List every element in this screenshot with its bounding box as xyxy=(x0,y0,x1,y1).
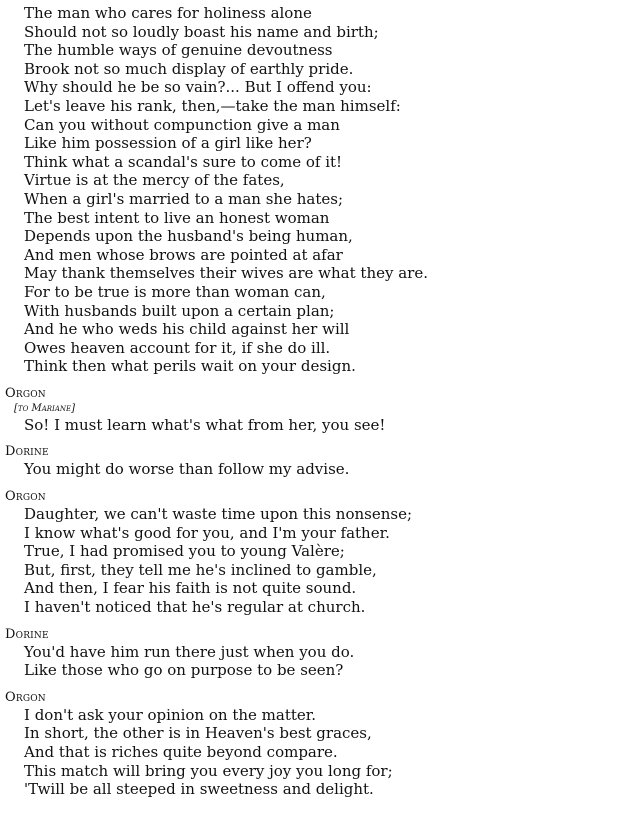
verse-line: May thank themselves their wives are what they are. xyxy=(24,264,428,283)
speech-block xyxy=(0,489,630,617)
verse-line: You'd have him run there just when you do. xyxy=(24,642,355,661)
verse-line: For to be true is more than woman can, xyxy=(24,282,326,301)
verse-line: Should not so loudly boast his name and birth; xyxy=(24,22,379,41)
verse-line: You might do worse than follow my advise. xyxy=(24,460,350,479)
speech-block xyxy=(0,627,630,680)
verse-line: I know what's good for you, and I'm your father. xyxy=(24,523,390,542)
verse-line: Think what a scandal's sure to come of it! xyxy=(24,152,343,171)
verse-line: Brook not so much display of earthly pride. xyxy=(24,59,354,78)
verse-line: 'Twill be all steeped in sweetness and delight. xyxy=(24,780,374,799)
verse-line: And then, I fear his faith is not quite sound. xyxy=(24,579,357,598)
speech-block xyxy=(0,444,630,479)
verse-line: When a girl's married to a man she hates; xyxy=(24,189,343,208)
verse-line: The best intent to live an honest woman xyxy=(24,208,330,227)
verse-line: I haven't noticed that he's regular at church. xyxy=(24,598,366,617)
verse-line: The humble ways of genuine devoutness xyxy=(24,41,333,60)
verse-line: This match will bring you every joy you long for; xyxy=(24,761,393,780)
verse-line: So! I must learn what's what from her, you see! xyxy=(24,415,386,434)
speech-block xyxy=(0,386,630,435)
speaker-name: Dorine xyxy=(5,626,49,642)
stage-direction: [to Mariane] xyxy=(14,402,76,414)
speaker-name: Orgon xyxy=(5,689,46,705)
verse-line: Daughter, we can't waste time upon this nonsense; xyxy=(24,505,413,524)
verse-line: Let's leave his rank, then,—take the man himself: xyxy=(24,96,401,115)
verse-line: The man who cares for holiness alone xyxy=(24,4,312,22)
verse-line: With husbands built upon a certain plan; xyxy=(24,301,335,320)
verse-line: And men whose brows are pointed at afar xyxy=(24,245,343,264)
verse-line: Like those who go on purpose to be seen? xyxy=(24,661,344,680)
verse-line: I don't ask your opinion on the matter. xyxy=(24,705,317,724)
verse-line: Think then what perils wait on your design. xyxy=(24,357,356,376)
verse-block xyxy=(0,0,630,376)
verse-line: Depends upon the husband's being human, xyxy=(24,227,353,246)
speaker-name: Orgon xyxy=(5,385,46,401)
verse-line: Can you without compunction give a man xyxy=(24,115,340,134)
verse-line: Like him possession of a girl like her? xyxy=(24,134,312,153)
verse-line: In short, the other is in Heaven's best graces, xyxy=(24,724,372,743)
verse-line: True, I had promised you to young Valère; xyxy=(24,542,345,561)
verse-line: But, first, they tell me he's inclined to gamble, xyxy=(24,560,377,579)
speaker-name: Dorine xyxy=(5,444,49,460)
speaker-name: Orgon xyxy=(5,489,46,505)
verse-line: Owes heaven account for it, if she do ill. xyxy=(24,338,331,357)
verse-line: And he who weds his child against her will xyxy=(24,320,350,339)
verse-line: Why should he be so vain?... But I offend you: xyxy=(24,78,372,97)
speech-block xyxy=(0,690,630,799)
verse-line: Virtue is at the mercy of the fates, xyxy=(24,171,285,190)
verse-line: And that is riches quite beyond compare. xyxy=(24,743,338,761)
